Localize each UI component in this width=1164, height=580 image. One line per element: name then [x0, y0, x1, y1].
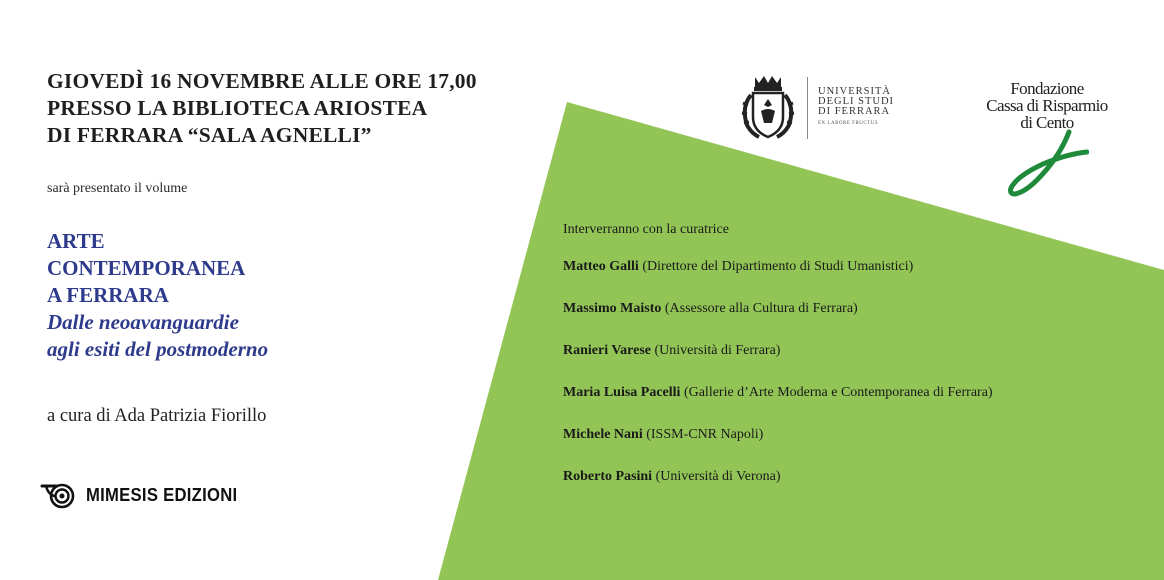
- speaker-row: [563, 385, 1153, 427]
- heading-line-venue: PRESSO LA BIBLIOTECA ARIOSTEA: [47, 96, 428, 120]
- speaker-role: (Università di Ferrara): [654, 343, 781, 358]
- speaker-row: [563, 301, 1153, 343]
- university-ferrara-logo: [737, 73, 894, 143]
- book-title-line: CONTEMPORANEA: [47, 256, 246, 280]
- speaker-name: Michele Nani: [563, 427, 643, 442]
- speaker-name: Maria Luisa Pacelli: [563, 385, 681, 400]
- speaker-row: [563, 259, 1153, 301]
- fondazione-logo: [977, 80, 1117, 131]
- book-subtitle-line: agli esiti del postmoderno: [47, 337, 269, 361]
- speaker-name: Roberto Pasini: [563, 469, 653, 484]
- university-crest-icon: [737, 73, 799, 143]
- publisher-logo: [40, 480, 254, 510]
- book-curator: a cura di Ada Patrizia Fiorillo: [47, 406, 267, 426]
- fondazione-name: [977, 80, 1117, 131]
- event-heading: [47, 68, 477, 149]
- university-name-line: DI FERRARA: [818, 106, 891, 117]
- speaker-name: Massimo Maisto: [563, 301, 662, 316]
- logo-separator: [807, 77, 808, 139]
- fondazione-name-line: di Cento: [1020, 113, 1074, 132]
- university-name-line: UNIVERSITÀ: [818, 86, 891, 97]
- book-title-line: ARTE: [47, 229, 105, 253]
- fondazione-swoosh-icon: [1007, 128, 1089, 200]
- university-name-line: DEGLI STUDI: [818, 96, 895, 107]
- speaker-row: [563, 427, 1153, 469]
- book-subtitle-line: Dalle neoavanguardie: [47, 310, 239, 334]
- speaker-role: (ISSM-CNR Napoli): [646, 427, 764, 442]
- heading-line-date: GIOVEDÌ 16 NOVEMBRE ALLE ORE 17,00: [47, 69, 477, 93]
- publisher-name: MIMESIS EDIZIONI: [86, 484, 238, 505]
- fondazione-name-line: Cassa di Risparmio: [986, 96, 1108, 115]
- speaker-role: (Assessore alla Cultura di Ferrara): [664, 301, 858, 316]
- university-name: [818, 87, 894, 129]
- fondazione-name-line: Fondazione: [1010, 79, 1084, 98]
- speakers-intro: Interverranno con la curatrice: [563, 222, 729, 237]
- speaker-name: Matteo Galli: [563, 259, 639, 274]
- speaker-role: (Università di Verona): [655, 469, 781, 484]
- university-motto: EX LABORE FRUCTUS: [818, 121, 879, 126]
- speaker-row: [563, 343, 1153, 385]
- speaker-name: Ranieri Varese: [563, 343, 652, 358]
- book-title-block: [47, 228, 268, 363]
- book-title-line: A FERRARA: [47, 283, 169, 307]
- spiral-logo-icon: [40, 480, 76, 510]
- speaker-role: (Gallerie d’Arte Moderna e Contemporanea di Ferrara): [683, 385, 993, 400]
- speakers-list: [563, 222, 1153, 511]
- speaker-role: (Direttore del Dipartimento di Studi Umanistici): [642, 259, 914, 274]
- speaker-row: [563, 469, 1153, 511]
- presentation-intro: sarà presentato il volume: [47, 181, 188, 196]
- heading-line-room: DI FERRARA “SALA AGNELLI”: [47, 123, 372, 147]
